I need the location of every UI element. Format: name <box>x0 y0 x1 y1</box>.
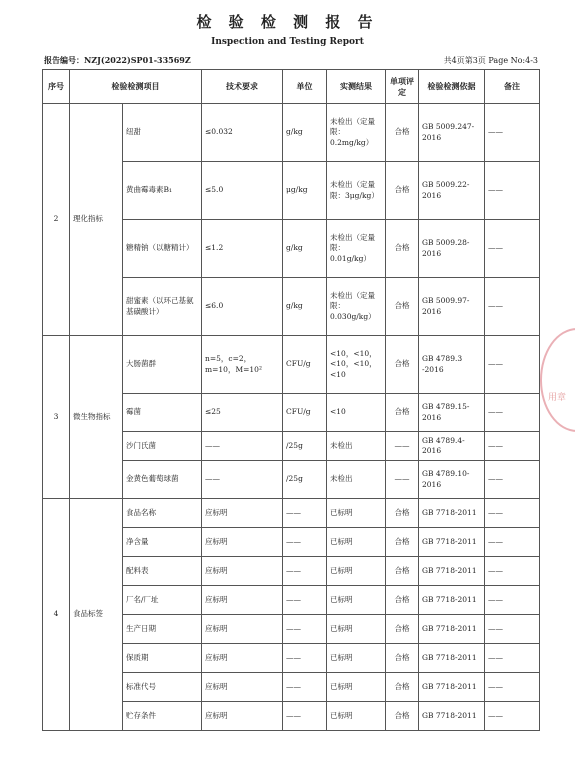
group-number: 3 <box>43 336 70 499</box>
header-requirement: 技术要求 <box>202 70 283 104</box>
cell-item: 糖精钠（以糖精计） <box>123 220 202 278</box>
header-unit: 单位 <box>283 70 327 104</box>
cell-item: 厂名/厂址 <box>123 586 202 615</box>
cell-note: —— <box>485 644 540 673</box>
cell-eval: 合格 <box>386 702 419 731</box>
cell-item: 甜蜜素（以环己基氨基磺酸计） <box>123 278 202 336</box>
cell-note: —— <box>485 586 540 615</box>
cell-item: 黄曲霉毒素B₁ <box>123 162 202 220</box>
group-category: 食品标签 <box>70 499 123 731</box>
cell-eval: 合格 <box>386 586 419 615</box>
cell-basis: GB 7718-2011 <box>419 702 485 731</box>
cell-result: 已标明 <box>327 644 386 673</box>
cell-basis: GB 7718-2011 <box>419 586 485 615</box>
page-number: 共4页第3页 Page No:4-3 <box>443 56 538 65</box>
cell-eval: 合格 <box>386 673 419 702</box>
cell-note: —— <box>485 673 540 702</box>
cell-note: —— <box>485 528 540 557</box>
cell-basis: GB 7718-2011 <box>419 615 485 644</box>
cell-item: 配料表 <box>123 557 202 586</box>
cell-result: 已标明 <box>327 586 386 615</box>
cell-unit: CFU/g <box>283 394 327 432</box>
cell-req: ≤25 <box>202 394 283 432</box>
header-evaluation: 单项评定 <box>386 70 419 104</box>
cell-result: 未检出（定量限：0.2mg/kg） <box>327 104 386 162</box>
cell-req: 应标明 <box>202 528 283 557</box>
cell-unit: —— <box>283 499 327 528</box>
cell-item: 标准代号 <box>123 673 202 702</box>
cell-req: 应标明 <box>202 615 283 644</box>
table-row <box>43 104 540 162</box>
cell-basis: GB 5009.22-2016 <box>419 162 485 220</box>
cell-basis: GB 7718-2011 <box>419 673 485 702</box>
cell-basis: GB 7718-2011 <box>419 557 485 586</box>
cell-basis: GB 7718-2011 <box>419 644 485 673</box>
cell-req: ≤0.032 <box>202 104 283 162</box>
report-title: 检 验 检 测 报 告 <box>196 13 379 31</box>
cell-note: —— <box>485 162 540 220</box>
cell-note: —— <box>485 278 540 336</box>
cell-result: 已标明 <box>327 702 386 731</box>
cell-unit: —— <box>283 702 327 731</box>
cell-unit: —— <box>283 557 327 586</box>
group-number: 4 <box>43 499 70 731</box>
cell-basis: GB 5009.247-2016 <box>419 104 485 162</box>
cell-basis: GB 4789.15-2016 <box>419 394 485 432</box>
cell-req: —— <box>202 461 283 499</box>
cell-item: 大肠菌群 <box>123 336 202 394</box>
cell-unit: —— <box>283 615 327 644</box>
cell-req: 应标明 <box>202 644 283 673</box>
cell-note: —— <box>485 461 540 499</box>
cell-result: 未检出（定量限：0.01g/kg） <box>327 220 386 278</box>
cell-req: ≤1.2 <box>202 220 283 278</box>
cell-note: —— <box>485 432 540 461</box>
cell-note: —— <box>485 557 540 586</box>
cell-unit: CFU/g <box>283 336 327 394</box>
cell-eval: 合格 <box>386 336 419 394</box>
cell-eval: 合格 <box>386 278 419 336</box>
cell-eval: 合格 <box>386 499 419 528</box>
group-number: 2 <box>43 104 70 336</box>
cell-note: —— <box>485 702 540 731</box>
cell-basis: GB 5009.28-2016 <box>419 220 485 278</box>
cell-result: <10 <box>327 394 386 432</box>
group-category: 理化指标 <box>70 104 123 336</box>
cell-basis: GB 7718-2011 <box>419 499 485 528</box>
cell-result: 已标明 <box>327 673 386 702</box>
cell-eval: 合格 <box>386 644 419 673</box>
report-number: 报告编号：NZJ(2022)SP01-33569Z <box>44 55 191 65</box>
cell-eval: —— <box>386 432 419 461</box>
cell-item: 食品名称 <box>123 499 202 528</box>
cell-item: 霉菌 <box>123 394 202 432</box>
cell-eval: 合格 <box>386 104 419 162</box>
header-item: 检验检测项目 <box>70 70 202 104</box>
table-row <box>43 499 540 528</box>
cell-result: 未检出（定量限：3μg/kg） <box>327 162 386 220</box>
cell-unit: g/kg <box>283 104 327 162</box>
cell-result: <10，<10，<10，<10，<10 <box>327 336 386 394</box>
cell-note: —— <box>485 220 540 278</box>
cell-req: 应标明 <box>202 586 283 615</box>
inspection-table <box>42 69 540 731</box>
cell-note: —— <box>485 394 540 432</box>
cell-note: —— <box>485 499 540 528</box>
cell-req: 应标明 <box>202 702 283 731</box>
cell-basis: GB 4789.4-2016 <box>419 432 485 461</box>
cell-item: 沙门氏菌 <box>123 432 202 461</box>
cell-result: 已标明 <box>327 499 386 528</box>
cell-req: —— <box>202 432 283 461</box>
cell-req: 应标明 <box>202 673 283 702</box>
report-subtitle: Inspection and Testing Report <box>211 37 364 47</box>
cell-result: 已标明 <box>327 615 386 644</box>
header-note: 备注 <box>485 70 540 104</box>
cell-eval: 合格 <box>386 394 419 432</box>
cell-unit: —— <box>283 528 327 557</box>
cell-unit: —— <box>283 673 327 702</box>
table-header-row <box>43 70 540 104</box>
cell-item: 金黄色葡萄球菌 <box>123 461 202 499</box>
cell-note: —— <box>485 615 540 644</box>
cell-note: —— <box>485 336 540 394</box>
cell-basis: GB 5009.97-2016 <box>419 278 485 336</box>
cell-req: ≤6.0 <box>202 278 283 336</box>
cell-result: 已标明 <box>327 528 386 557</box>
cell-item: 生产日期 <box>123 615 202 644</box>
cell-result: 未检出 <box>327 461 386 499</box>
cell-unit: g/kg <box>283 220 327 278</box>
cell-eval: 合格 <box>386 162 419 220</box>
cell-result: 未检出（定量限：0.030g/kg） <box>327 278 386 336</box>
cell-eval: —— <box>386 461 419 499</box>
cell-basis: GB 7718-2011 <box>419 528 485 557</box>
official-seal <box>540 328 575 432</box>
cell-result: 已标明 <box>327 557 386 586</box>
cell-unit: —— <box>283 644 327 673</box>
header-basis: 检验检测依据 <box>419 70 485 104</box>
cell-item: 净含量 <box>123 528 202 557</box>
table-row <box>43 336 540 394</box>
cell-req: ≤5.0 <box>202 162 283 220</box>
cell-basis: GB 4789.3 -2016 <box>419 336 485 394</box>
cell-unit: /25g <box>283 432 327 461</box>
cell-item: 纽甜 <box>123 104 202 162</box>
cell-item: 贮存条件 <box>123 702 202 731</box>
cell-eval: 合格 <box>386 528 419 557</box>
cell-note: —— <box>485 104 540 162</box>
cell-item: 保质期 <box>123 644 202 673</box>
cell-req: n=5，c=2，m=10，M=10² <box>202 336 283 394</box>
cell-unit: /25g <box>283 461 327 499</box>
cell-basis: GB 4789.10-2016 <box>419 461 485 499</box>
cell-eval: 合格 <box>386 615 419 644</box>
seal-text: 用章 <box>548 393 567 403</box>
cell-eval: 合格 <box>386 557 419 586</box>
group-category: 微生物指标 <box>70 336 123 499</box>
cell-unit: g/kg <box>283 278 327 336</box>
cell-unit: μg/kg <box>283 162 327 220</box>
cell-unit: —— <box>283 586 327 615</box>
cell-req: 应标明 <box>202 499 283 528</box>
cell-req: 应标明 <box>202 557 283 586</box>
cell-eval: 合格 <box>386 220 419 278</box>
header-result: 实测结果 <box>327 70 386 104</box>
cell-result: 未检出 <box>327 432 386 461</box>
header-no: 序号 <box>43 70 70 104</box>
